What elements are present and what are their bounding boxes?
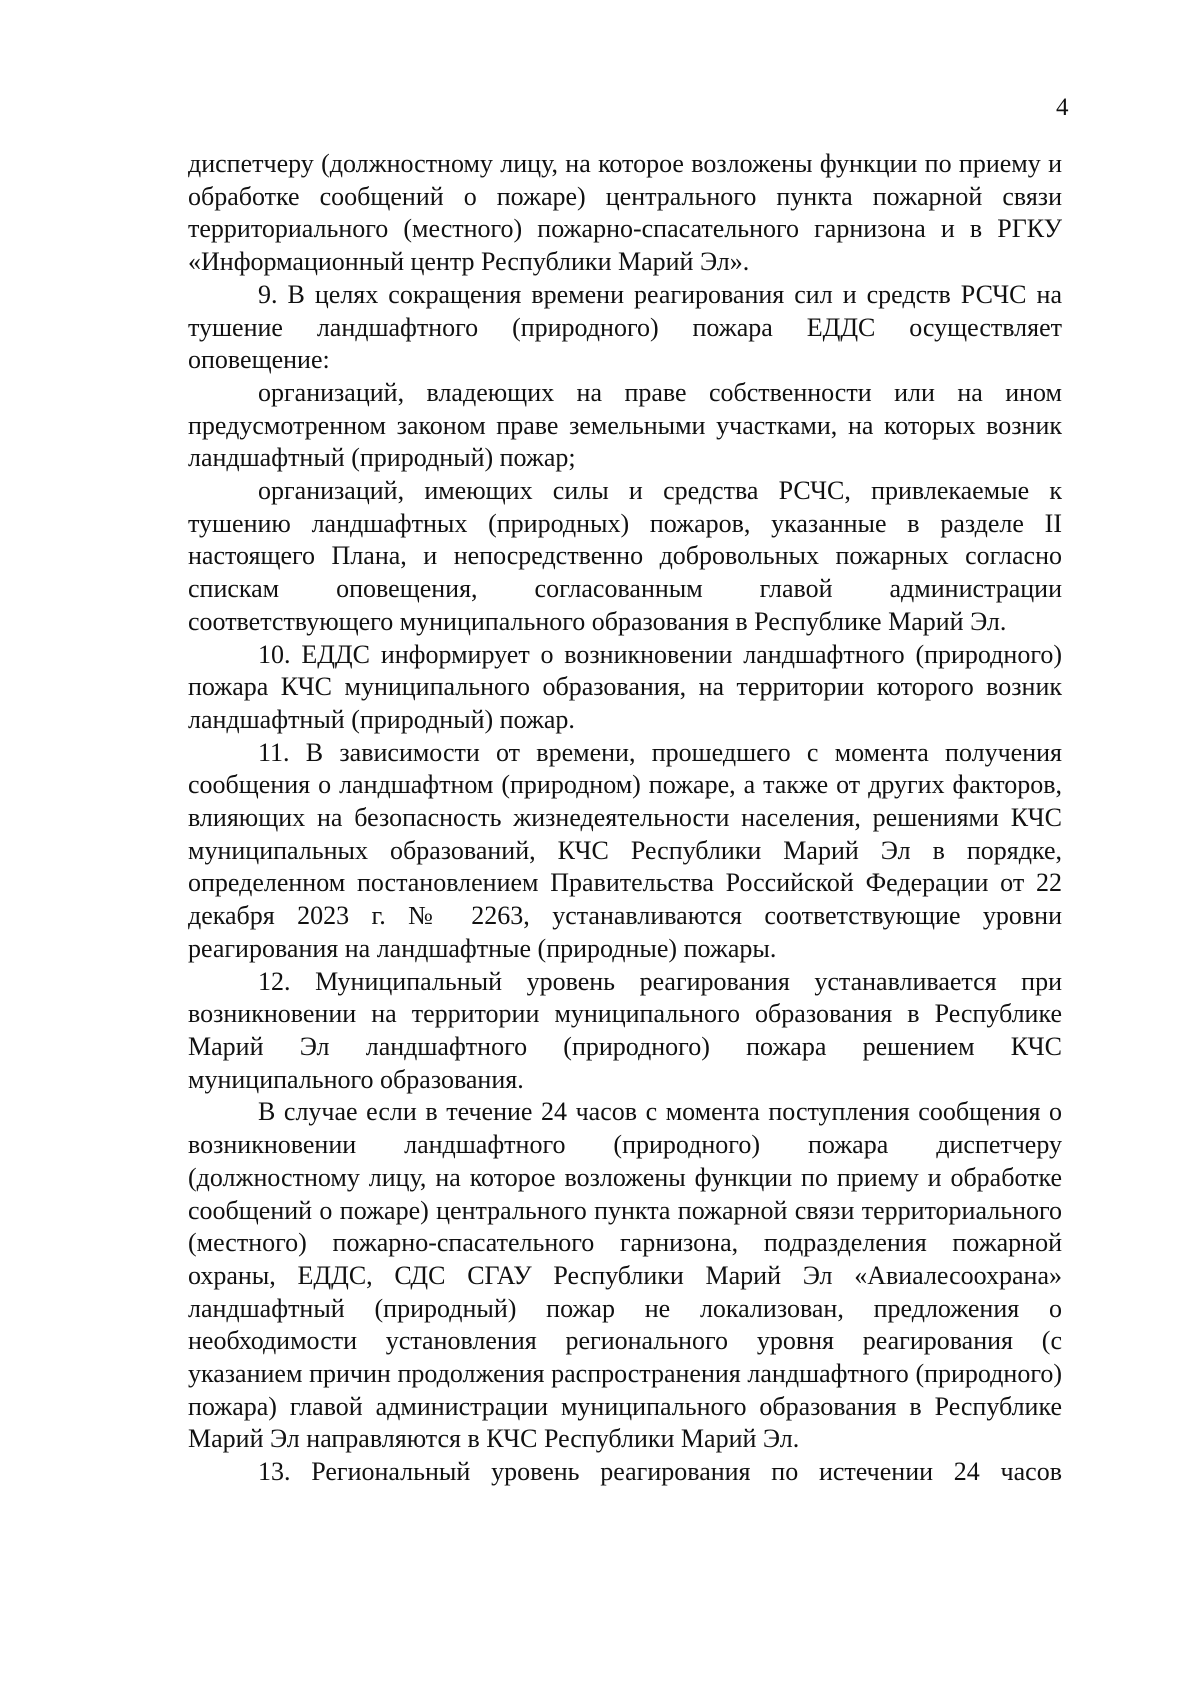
paragraph-notify-rschs-organizations: организаций, имеющих силы и средства РСЧС, привлекаемые к тушению ландшафтных (природных) пожаров, указанные в разделе II настоящего Плана, и непосредственно добровольных пожарных согласно спискам оповещения, согласованным главой администрации соответствующего муниципального образования в Республике Марий Эл. [188,476,1062,636]
paragraph-notify-landowners: организаций, владеющих на праве собственности или на ином предусмотренном законом праве земельными участками, на которых возник ландшафтный (природный) пожар; [188,377,1062,473]
paragraph-item-13: 13. Региональный уровень реагирования по истечении 24 часов [258,1457,1062,1487]
paragraph-continuation: диспетчеру (должностному лицу, на которое возложены функции по приему и обработке сообщений о пожаре) центрального пункта пожарной связи территориального (местного) пожарно-спасательного гарнизона и в РГКУ «Информационный центр Республики Марий Эл». [188,149,1062,277]
paragraph-item-10: 10. ЕДДС информирует о возникновении ландшафтного (природного) пожара КЧС муниципального образования, на территории которого возник ландшафтный (природный) пожар. [188,639,1062,734]
paragraph-item-11: 11. В зависимости от времени, прошедшего с момента получения сообщения о ландшафтном (природном) пожаре, а также от других факторов, влияющих на безопасность жизнедеятельности населения, решениями КЧС муниципальных образований, КЧС Республики Марий Эл в порядке, определенном постановлением Правительства Российской Федерации от 22 декабря 2023 г. № 2263, устанавливаются соответствующие уровни реагирования на ландшафтные (природные) пожары. [188,737,1062,963]
paragraph-item-12: 12. Муниципальный уровень реагирования устанавливается при возникновении на территории муниципального образования в Республике Марий Эл ландшафтного (природного) пожара решением КЧС муниципального образования. [188,966,1062,1094]
paragraph-item-9: 9. В целях сокращения времени реагирования сил и средств РСЧС на тушение ландшафтного (природного) пожара ЕДДС осуществляет оповещение: [188,279,1062,375]
page-number: 4 [1056,94,1069,121]
paragraph-regional-level-proposal: В случае если в течение 24 часов с момента поступления сообщения о возникновении ландшафтного (природного) пожара диспетчеру (должностному лицу, на которое возложены функции по приему и обработке сообщений о пожаре) центрального пункта пожарной связи территориального (местного) пожарно-спасательного гарнизона, подразделения пожарной охраны, ЕДДС, СДС СГАУ Республики Марий Эл «Авиалесоохрана» ландшафтный (природный) пожар не локализован, предложения о необходимости установления регионального уровня реагирования (с указанием причин продолжения распространения ландшафтного (природного) пожара) главой администрации муниципального образования в Республике Марий Эл направляются в КЧС Республики Марий Эл. [188,1097,1062,1454]
document-body [188,148,1062,1489]
